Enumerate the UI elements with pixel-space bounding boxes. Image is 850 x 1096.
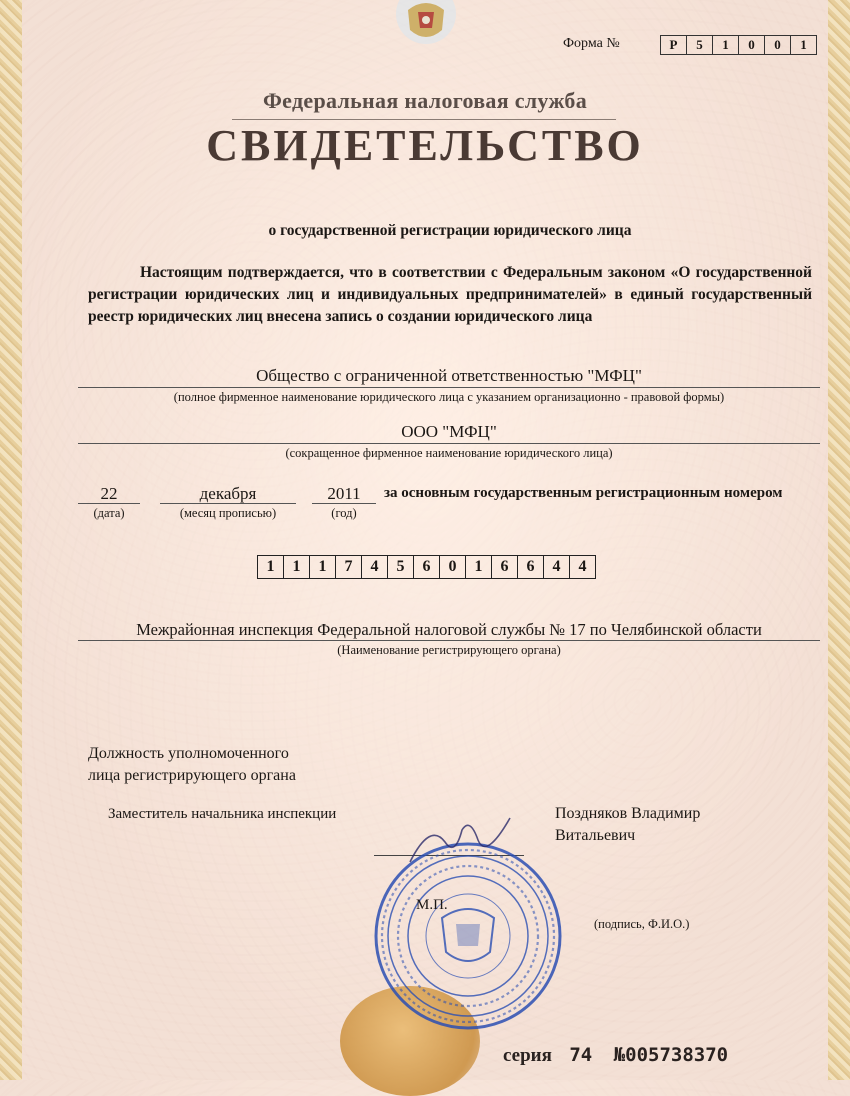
signature-caption: (подпись, Ф.И.О.) <box>594 917 690 931</box>
short-name-underline <box>78 443 820 444</box>
series-number <box>503 1044 728 1067</box>
position-label-line: лица регистрирующего органа <box>88 767 296 784</box>
full-name-underline <box>78 387 820 388</box>
authority-caption: (Наименование регистрирующего органа) <box>337 643 561 657</box>
registration-month: декабря <box>199 484 257 503</box>
form-label: Форма № <box>563 36 620 51</box>
ogrn-digit: 7 <box>336 556 362 578</box>
ogrn-digit: 1 <box>284 556 310 578</box>
official-name-line: Витальевич <box>555 827 636 844</box>
ogrn-label: за основным государственным регистрационным номером <box>384 485 783 501</box>
blank-number: №005738370 <box>613 1044 729 1066</box>
coat-of-arms-icon <box>388 0 464 44</box>
registration-year: 2011 <box>327 484 361 503</box>
short-company-name: ООО "МФЦ" <box>401 422 497 441</box>
ogrn-digit: 1 <box>310 556 336 578</box>
short-name-caption: (сокращенное фирменное наименование юридического лица) <box>285 446 613 460</box>
form-code-boxes <box>660 35 817 55</box>
position-label <box>88 743 296 787</box>
registering-authority: Межрайонная инспекция Федеральной налоговой службы № 17 по Челябинской области <box>136 620 762 639</box>
ogrn-digit: 6 <box>492 556 518 578</box>
ogrn-digit: 4 <box>544 556 570 578</box>
form-code-digit: 5 <box>687 36 713 54</box>
ogrn-boxes <box>257 555 596 579</box>
official-name <box>555 803 700 847</box>
form-code-digit: Р <box>661 36 687 54</box>
form-code-digit: 0 <box>739 36 765 54</box>
year-caption: (год) <box>331 506 357 520</box>
ogrn-digit: 1 <box>466 556 492 578</box>
full-company-name: Общество с ограниченной ответственностью "МФЦ" <box>256 366 642 385</box>
document-title: СВИДЕТЕЛЬСТВО <box>206 121 644 170</box>
ogrn-digit: 4 <box>578 558 587 575</box>
ogrn-digit: 6 <box>414 556 440 578</box>
ogrn-digit: 6 <box>518 556 544 578</box>
document-subtitle: о государственной регистрации юридического лица <box>268 222 632 239</box>
agency-name: Федеральная налоговая служба <box>262 88 588 113</box>
ogrn-digit: 5 <box>388 556 414 578</box>
series-label: серия <box>503 1045 552 1066</box>
day-underline <box>78 503 140 504</box>
ogrn-digit: 4 <box>362 556 388 578</box>
form-code-digit: 0 <box>765 36 791 54</box>
position-label-line: Должность уполномоченного <box>88 745 289 762</box>
ogrn-digit: 1 <box>258 556 284 578</box>
confirmation-paragraph: Настоящим подтверждается, что в соответствии с Федеральным законом «О государственной регистрации юридических лиц и индивидуальных предпринимателей» в единый государственный реестр юридических лиц внесена запись о создании юридического лица <box>88 264 812 325</box>
day-caption: (дата) <box>93 506 125 520</box>
full-name-caption: (полное фирменное наименование юридического лица с указанием организационно - правовой формы) <box>173 390 725 404</box>
month-caption: (месяц прописью) <box>179 506 277 520</box>
ogrn-digit: 0 <box>440 556 466 578</box>
month-underline <box>160 503 296 504</box>
form-code-digit: 1 <box>800 37 807 52</box>
year-underline <box>312 503 376 504</box>
seal-place-label: М.П. <box>416 897 448 913</box>
series-value: 74 <box>569 1044 593 1066</box>
handwritten-signature <box>400 812 520 872</box>
authority-underline <box>78 640 820 641</box>
registration-day: 22 <box>100 484 118 503</box>
official-name-line: Поздняков Владимир <box>555 805 701 822</box>
form-code-digit: 1 <box>713 36 739 54</box>
official-position: Заместитель начальника инспекции <box>108 806 337 822</box>
